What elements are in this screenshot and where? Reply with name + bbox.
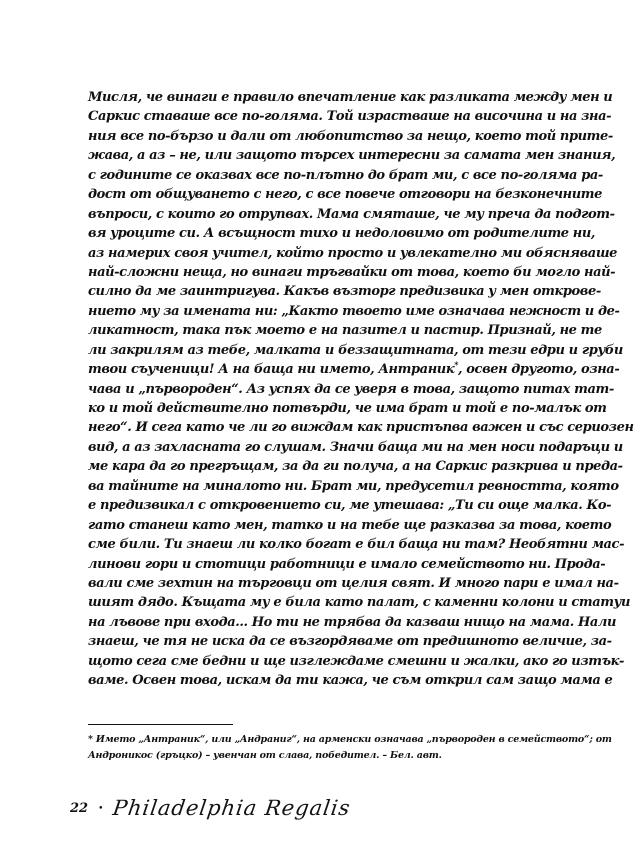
body-line: нието му за имената ни: „Както твоето име означава нежност и де- (88, 303, 620, 319)
body-line: ли закрилям аз тебе, малката и беззащитната, от тези едри и груби (88, 342, 623, 358)
body-paragraph (88, 88, 634, 691)
body-line: чава и „първороден“. Аз успях да се уверя в това, защото питах тат- (88, 381, 614, 397)
body-line: дост от общуването с него, с все повече отговори на безконечните (88, 187, 602, 203)
body-line: аз намерих своя учител, който просто и увлекателно ми обясняваше (88, 245, 618, 261)
body-line: с годините се оказвах все по-плътно до брат ми, с все по-голяма ра- (88, 167, 603, 183)
body-line: е предизвикал с откровението си, ме утешава: „Ти си още малка. Ко- (88, 498, 612, 514)
body-line: ва тайните на миналото ни. Брат ми, предусетил ревността, която (88, 478, 619, 494)
footer-separator-dot: • (98, 804, 104, 814)
body-line: гато станеш като мен, татко и на тебе ще разказва за това, което (88, 517, 612, 533)
body-line: шият дядо. Къщата му е била като палат, с каменни колони и статуи (88, 595, 631, 611)
body-line: знаеш, че тя не иска да се възгордяваме от предишното величие, за- (88, 634, 612, 650)
footnote-line: * Името „Антраник“, или „Андраниг“, на арменски означава „първороден в семейството“; от (88, 734, 612, 745)
body-line: него“. И сега като че ли го виждам как пристъпва важен и със сериозен (88, 420, 634, 436)
body-line: на лъвове при входа... Но ти не трябва да казваш нищо на мама. Нали (88, 614, 617, 630)
body-line: вя уроците си. А всъщност тихо и недоловимо от родителите ни, (88, 226, 596, 242)
body-line: ме кара да го прегръщам, за да ги получа, а на Саркис разкрива и преда- (88, 459, 623, 475)
body-line: Мисля, че винаги е правило впечатление как разликата между мен и (88, 90, 613, 105)
body-line: твои съученици! А на баща ни името, Антраник*, освен другото, озна- (88, 359, 620, 378)
page-footer (70, 790, 490, 826)
page-number: 22 (70, 800, 89, 816)
footnote (88, 732, 612, 763)
footnote-marker: * (454, 359, 459, 370)
body-line: сме били. Ти знаеш ли колко богат е бил баща ни там? Необятни мас- (88, 537, 625, 553)
body-line: щото сега сме бедни и ще изглеждаме смешни и жалки, ако го изтък- (88, 653, 625, 669)
body-line: ваме. Освен това, искам да ти кажа, че съм открил сам защо мама е (88, 673, 613, 689)
footnote-separator-rule (88, 724, 233, 725)
body-line: вид, а аз захласната го слушам. Значи баща ми на мен носи подаръци и (88, 439, 623, 455)
body-line: ко и той действително потвърди, че има брат и той е по-малък от (88, 401, 607, 416)
body-line: ния все по-бързо и дали от любопитство за нещо, което той прите- (88, 128, 613, 144)
body-line: Саркис ставаше все по-голяма. Той израстваше на височина и на зна- (88, 109, 612, 125)
body-line: линови гори и стотици работници е имало семейството ни. Прода- (88, 556, 606, 572)
body-line: въпроси, с които го отрупвах. Мама смяташе, че му преча да подгот- (88, 206, 615, 222)
body-line: вали сме зехтин на търговци от целия свят. И много пари е имал на- (88, 575, 619, 591)
footnote-line: Андроникос (гръцко) – увенчан от слава, победител. – Бел. авт. (88, 749, 442, 761)
body-line: ликатност, така пък моето е на пазител и пастир. Признай, не те (88, 323, 602, 339)
body-line: жава, а аз – не, или защото търсех интересни за самата мен знания, (88, 148, 616, 164)
running-title: Philadelphia Regalis (111, 796, 353, 820)
body-line: най-сложни неща, но винаги тръгвайки от това, което би могло най- (88, 264, 616, 280)
body-line: силно да ме заинтригува. Какъв възторг предизвика у мен открове- (88, 284, 601, 300)
